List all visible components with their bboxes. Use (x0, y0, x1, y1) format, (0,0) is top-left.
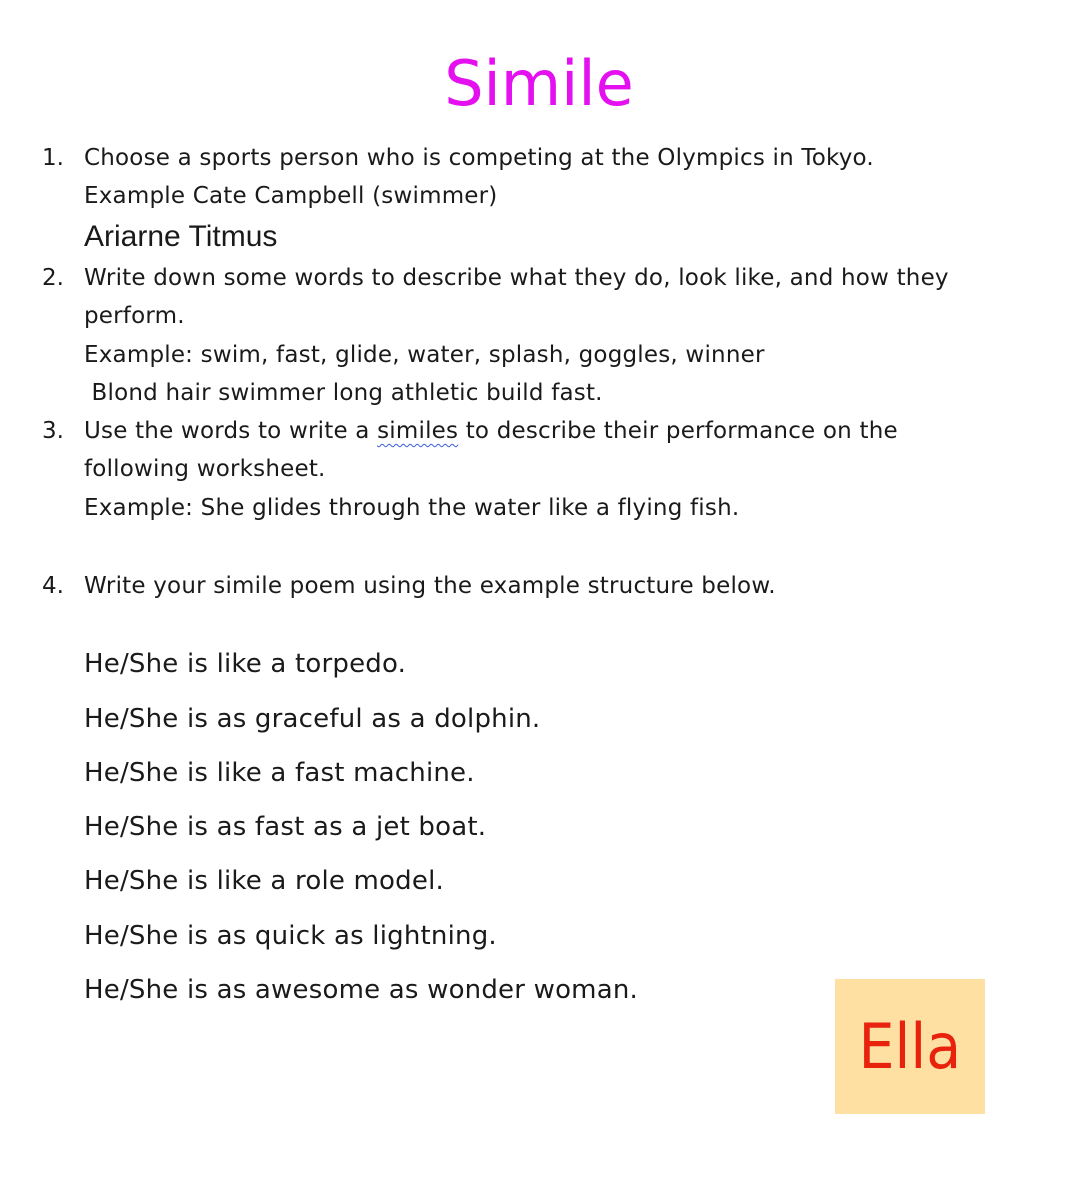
poem-line: He/She is as graceful as a dolphin. (84, 704, 541, 734)
step-line: perform. (84, 303, 185, 329)
step-line: Choose a sports person who is competing at the Olympics in Tokyo. (84, 145, 874, 171)
step-text: Use the words to write a (84, 418, 378, 444)
poem-line: He/She is as awesome as wonder woman. (84, 975, 638, 1005)
student-answer: Blond hair swimmer long athletic build fast. (84, 380, 603, 406)
poem-line: He/She is like a torpedo. (84, 649, 407, 679)
step-line: Example Cate Campbell (swimmer) (84, 183, 498, 209)
step-line: Write your simile poem using the example structure below. (84, 573, 776, 599)
step-number: 3. (42, 418, 64, 444)
step-line: Example: She glides through the water like a flying fish. (84, 495, 740, 521)
step-number: 4. (42, 573, 64, 599)
step-line: following worksheet. (84, 456, 326, 482)
poem-line: He/She is like a role model. (84, 866, 444, 896)
step-line: Write down some words to describe what they do, look like, and how they (84, 265, 949, 291)
step-line (84, 416, 898, 446)
step-number: 2. (42, 265, 64, 291)
student-answer: Ariarne Titmus (84, 220, 278, 253)
poem-line: He/She is as quick as lightning. (84, 921, 497, 951)
poem-line: He/She is like a fast machine. (84, 758, 475, 788)
student-name-card (835, 979, 985, 1114)
step-line: Example: swim, fast, glide, water, splash, goggles, winner (84, 342, 765, 368)
poem-line: He/She is as fast as a jet boat. (84, 812, 487, 842)
student-name: Ella (858, 1009, 962, 1083)
page-title: Simile (444, 47, 634, 120)
step-text: to describe their performance on the (458, 418, 898, 444)
spellcheck-word: similes (377, 418, 459, 444)
step-number: 1. (42, 145, 64, 171)
